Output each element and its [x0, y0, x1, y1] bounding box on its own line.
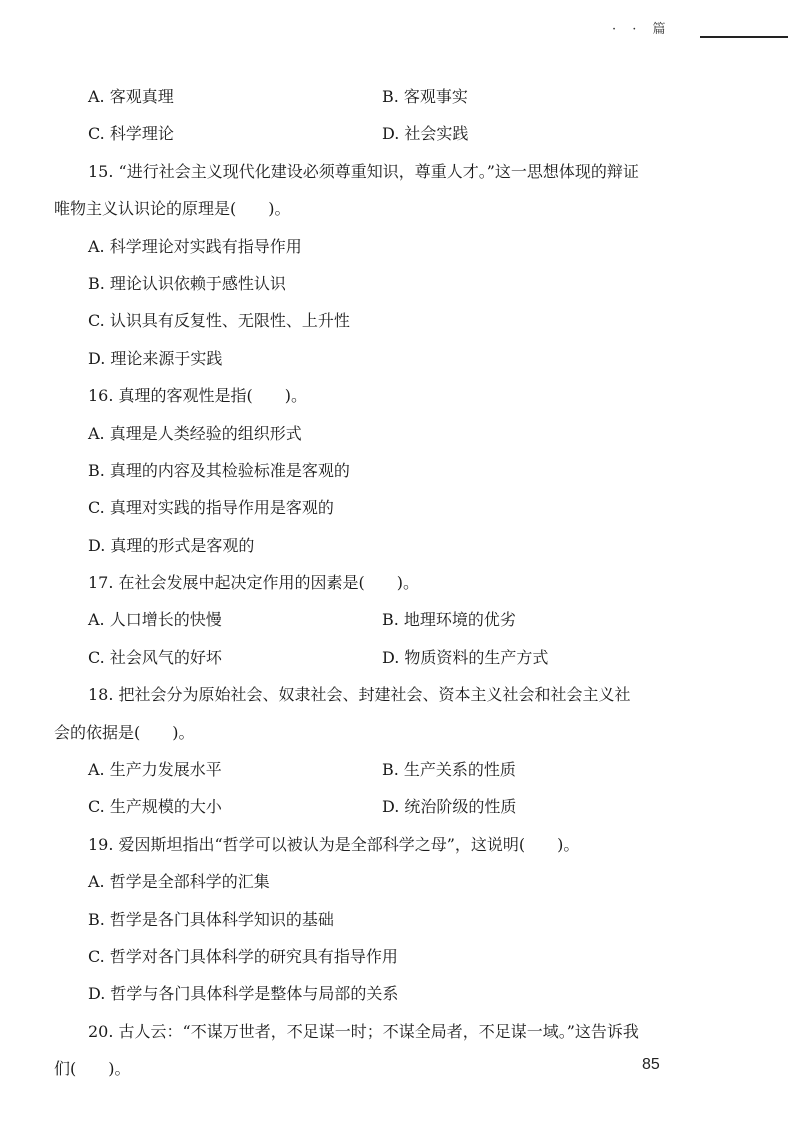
q15-option-a: A. 科学理论对实践有指导作用 [88, 236, 302, 256]
q17-option-b: B. 地理环境的优劣 [382, 610, 516, 630]
q18-option-b: B. 生产关系的性质 [382, 760, 516, 780]
q18-options-row-2 [0, 788, 800, 825]
q17-option-c: C. 社会风气的好坏 [88, 647, 222, 667]
page-number: 85 [642, 1056, 660, 1073]
q18-stem-line-2: 会的依据是( )。 [54, 722, 195, 742]
q19-option-c: C. 哲学对各门具体科学的研究具有指导作用 [88, 946, 398, 966]
q16-option-b: B. 真理的内容及其检验标准是客观的 [88, 460, 350, 480]
q19-option-a: A. 哲学是全部科学的汇集 [88, 872, 270, 892]
q17-options-row-1 [0, 601, 800, 638]
q14-option-a: A. 客观真理 [88, 87, 174, 106]
q17-option-a: A. 人口增长的快慢 [88, 610, 222, 630]
q16-option-c: C. 真理对实践的指导作用是客观的 [88, 498, 334, 518]
q16-option-a: A. 真理是人类经验的组织形式 [88, 423, 302, 443]
q14-option-b: B. 客观事实 [382, 87, 468, 106]
q18-option-c: C. 生产规模的大小 [88, 797, 222, 817]
q15-stem-line-2: 唯物主义认识论的原理是( )。 [54, 199, 291, 219]
q15-option-b: B. 理论认识依赖于感性认识 [88, 273, 286, 293]
q18-options-row-1 [0, 751, 800, 788]
q17-stem: 17. 在社会发展中起决定作用的因素是( )。 [88, 573, 420, 593]
q18-option-a: A. 生产力发展水平 [88, 760, 222, 780]
q16-stem: 16. 真理的客观性是指( )。 [88, 386, 308, 406]
q20-stem-line-1: 20. 古人云：“不谋万世者，不足谋一时；不谋全局者，不足谋一域。”这告诉我 [88, 1021, 639, 1041]
q14-option-d: D. 社会实践 [382, 124, 469, 144]
header-section-mark: · · 篇 [612, 22, 672, 37]
q19-option-d: D. 哲学与各门具体科学是整体与局部的关系 [88, 984, 399, 1004]
q17-options-row-2 [0, 639, 800, 676]
q15-stem-line-1: 15. “进行社会主义现代化建设必须尊重知识，尊重人才。”这一思想体现的辩证 [88, 161, 639, 181]
q19-option-b: B. 哲学是各门具体科学知识的基础 [88, 909, 334, 929]
page-content [0, 78, 800, 1088]
q14-options-row-1 [0, 78, 800, 115]
q18-option-d: D. 统治阶级的性质 [382, 797, 517, 817]
q18-stem-line-1: 18. 把社会分为原始社会、奴隶社会、封建社会、资本主义社会和社会主义社 [88, 685, 631, 705]
q20-stem-line-2: 们( )。 [54, 1059, 131, 1079]
q14-options-row-2 [0, 115, 800, 152]
q19-stem: 19. 爱因斯坦指出“哲学可以被认为是全部科学之母”，这说明( )。 [88, 834, 580, 854]
q17-option-d: D. 物质资料的生产方式 [382, 647, 549, 667]
q14-option-c: C. 科学理论 [88, 124, 174, 144]
header-rule [700, 36, 788, 38]
q16-option-d: D. 真理的形式是客观的 [88, 535, 255, 555]
q15-option-d: D. 理论来源于实践 [88, 348, 223, 368]
q15-option-c: C. 认识具有反复性、无限性、上升性 [88, 311, 350, 331]
